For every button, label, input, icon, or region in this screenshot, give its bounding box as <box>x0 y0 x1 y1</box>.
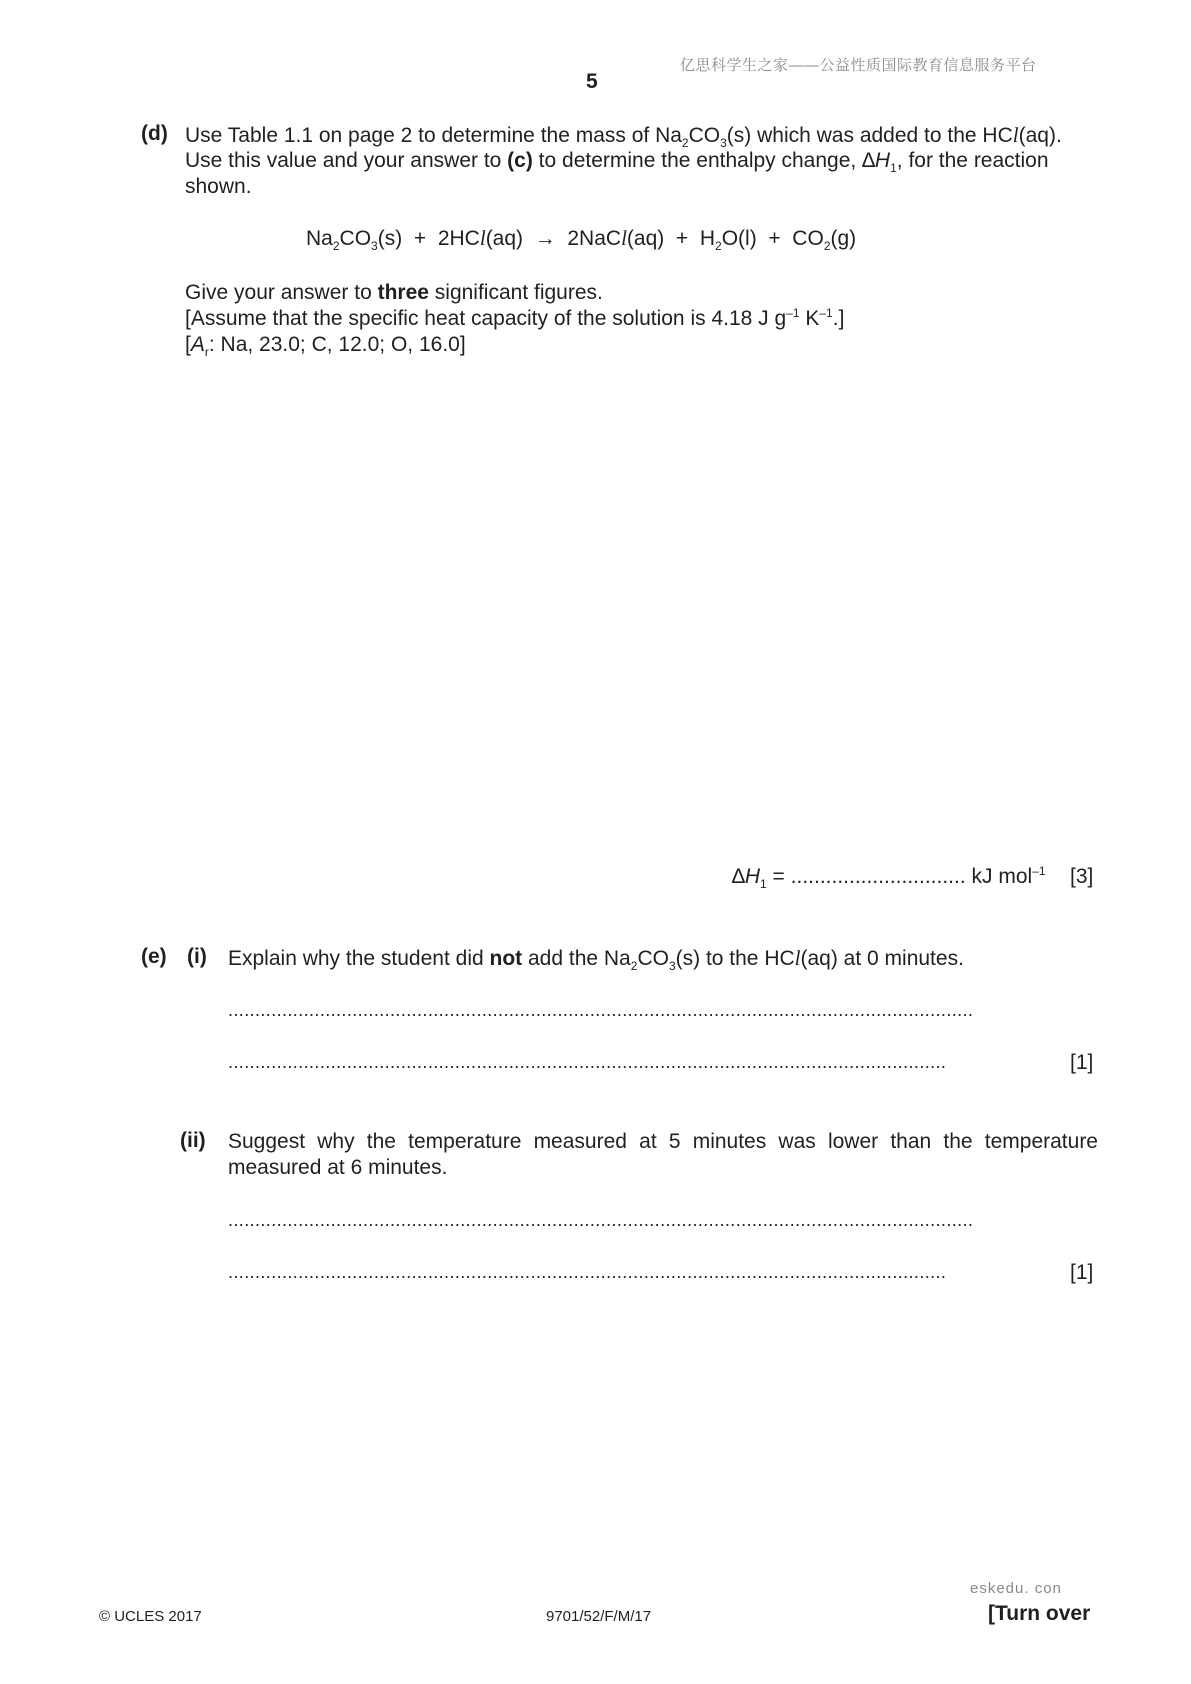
site-watermark: eskedu. con <box>970 1580 1062 1597</box>
part-e-i-label: (i) <box>187 945 207 968</box>
significant-figures-instruction: Give your answer to three significant figures. <box>185 281 603 304</box>
part-d-line-2: Use this value and your answer to (c) to determine the enthalpy change, $\Delta H_1$, for the reaction <box>185 149 1049 176</box>
part-e-label: (e) <box>141 945 167 968</box>
turn-over: [Turn over <box>988 1602 1091 1625</box>
part-e-i-marks: [1] <box>1070 1051 1094 1074</box>
copyright: © UCLES 2017 <box>99 1608 202 1625</box>
part-e-ii-marks: [1] <box>1070 1261 1094 1284</box>
watermark-text: 亿思科学生之家——公益性质国际教育信息服务平台 <box>680 57 1037 74</box>
page-number: 5 <box>586 70 598 93</box>
part-e-i-answer-line-2[interactable]: ..................................................................................................................................... <box>228 1052 947 1072</box>
part-e-ii-answer-line-1[interactable]: .......................................................................................................................................... <box>228 1210 974 1230</box>
part-e-ii-answer-line-2[interactable]: ..................................................................................................................................... <box>228 1262 947 1282</box>
part-d-line-1: Use Table 1.1 on page 2 to determine the mass of $Na_2CO_3(s)$ which was added to the HCl(aq). <box>185 123 1062 151</box>
part-e-ii-question-line-2: measured at 6 minutes. <box>228 1156 448 1179</box>
reaction-equation: $Na_2CO_3(s) + 2HCl(aq)$ → 2NaCl(aq) + $H_2O(l) + CO_2(g)$ <box>306 226 857 254</box>
part-e-i-question: Explain why the student did not add the $Na_2CO_3(s)$ to the HCl(aq) at 0 minutes. <box>228 946 964 974</box>
specific-heat-assumption: [Assume that the specific heat capacity of the solution is 4.18 J $g^{-1}$ $K^{-1}$.] <box>185 306 845 330</box>
part-d-marks: [3] <box>1070 865 1094 888</box>
paper-code: 9701/52/F/M/17 <box>546 1608 652 1625</box>
part-e-ii-question-line-1: Suggest why the temperature measured at 5 minutes was lower than the temperature <box>228 1130 1098 1153</box>
part-d-line-3: shown. <box>185 175 252 198</box>
part-e-i-answer-line-1[interactable]: .......................................................................................................................................... <box>228 1000 974 1020</box>
part-e-ii-label: (ii) <box>180 1129 206 1152</box>
delta-h1-answer-line[interactable]: $\Delta H_1$ = .............................. kJ mol$^{-1}$ <box>732 864 1046 892</box>
relative-atomic-masses: [$A_r$: Na, 23.0; C, 12.0; O, 16.0] <box>185 333 466 360</box>
part-d-label: (d) <box>141 122 168 145</box>
